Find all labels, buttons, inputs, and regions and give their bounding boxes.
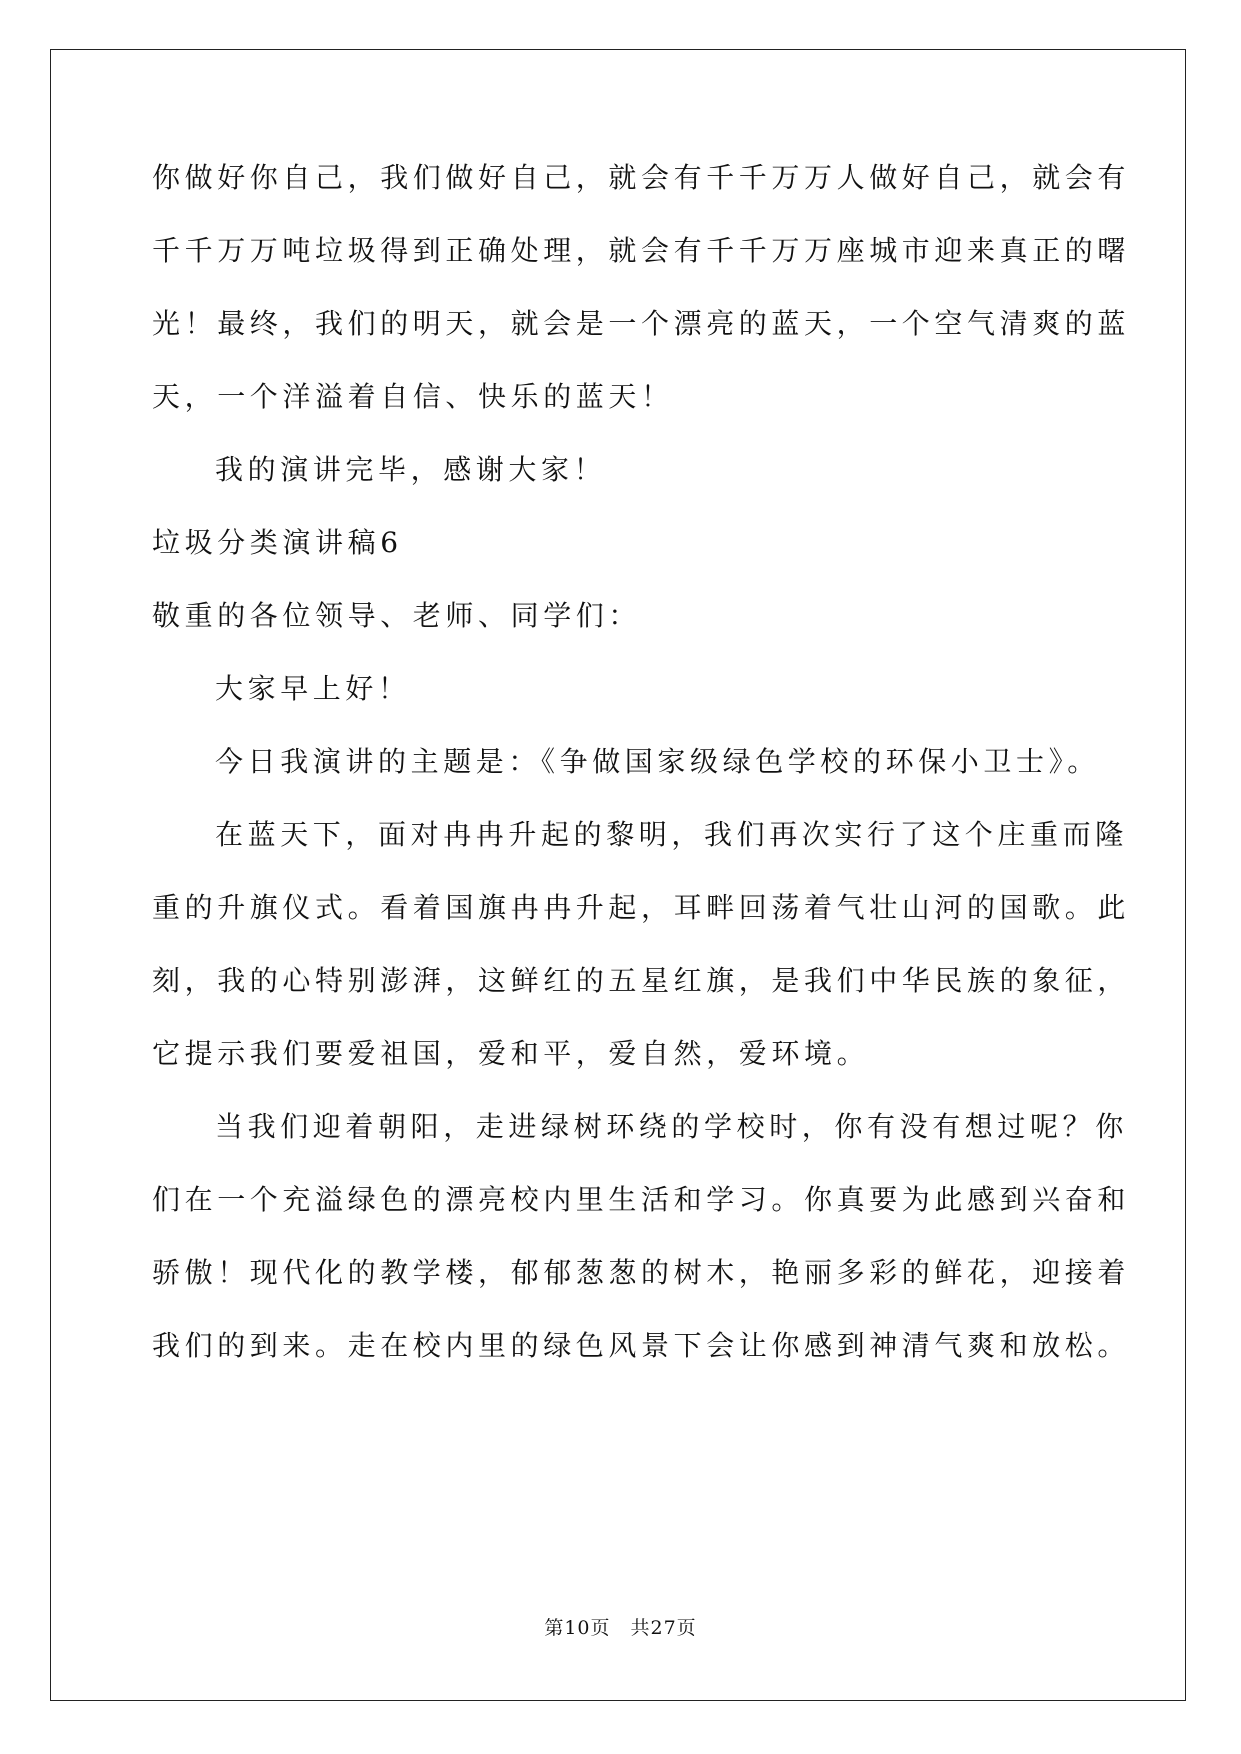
text-line: 天，一个洋溢着自信、快乐的蓝天！ (152, 380, 674, 413)
text-line: 你做好你自己，我们做好自己，就会有千千万万人做好自己，就会有 (152, 161, 1131, 194)
text-line: 光！最终，我们的明天，就会是一个漂亮的蓝天，一个空气清爽的蓝 (152, 307, 1131, 340)
text-line: 千千万万吨垃圾得到正确处理，就会有千千万万座城市迎来真正的曙 (152, 234, 1131, 267)
paragraph-line: 它提示我们要爱祖国，爱和平，爱自然，爱环境。 (152, 1037, 870, 1070)
paragraph-line: 在蓝天下，面对冉冉升起的黎明，我们再次实行了这个庄重而隆 (215, 818, 1128, 851)
section-title: 垃圾分类演讲稿6 (152, 526, 403, 559)
paragraph-line: 刻，我的心特别澎湃，这鲜红的五星红旗，是我们中华民族的象征， (152, 964, 1131, 997)
paragraph-line: 当我们迎着朝阳，走进绿树环绕的学校时，你有没有想过呢？你 (215, 1110, 1128, 1143)
paragraph-line: 骄傲！现代化的教学楼，郁郁葱葱的树木，艳丽多彩的鲜花，迎接着 (152, 1256, 1131, 1289)
paragraph-line: 们在一个充溢绿色的漂亮校内里生活和学习。你真要为此感到兴奋和 (152, 1183, 1131, 1216)
paragraph-line: 重的升旗仪式。看着国旗冉冉升起，耳畔回荡着气壮山河的国歌。此 (152, 891, 1131, 924)
paragraph-line: 今日我演讲的主题是：《争做国家级绿色学校的环保小卫士》。 (215, 745, 1100, 778)
page-border (50, 49, 1186, 1701)
salutation: 敬重的各位领导、老师、同学们： (152, 599, 642, 632)
closing-line: 我的演讲完毕，感谢大家！ (215, 453, 607, 486)
greeting: 大家早上好！ (215, 672, 411, 705)
paragraph-line: 我们的到来。走在校内里的绿色风景下会让你感到神清气爽和放松。 (152, 1329, 1131, 1362)
page-number: 第10页 共27页 (544, 1617, 697, 1639)
